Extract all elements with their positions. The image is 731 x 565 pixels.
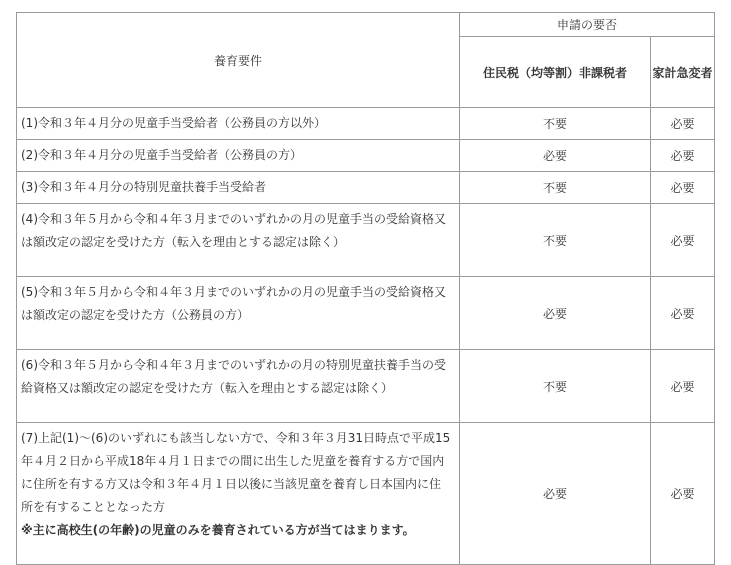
- table-row: [17, 277, 715, 350]
- income-change-cell: 必要: [651, 140, 715, 172]
- table-row: [17, 350, 715, 423]
- income-change-cell: 必要: [651, 204, 715, 277]
- tax-exempt-header: 住民税（均等割）非課税者: [460, 37, 651, 108]
- tax-exempt-cell: 不要: [460, 204, 651, 277]
- application-need-header: 申請の要否: [460, 13, 715, 37]
- tax-exempt-cell: 不要: [460, 108, 651, 140]
- income-change-header: 家計急変者: [651, 37, 715, 108]
- table-row: [17, 172, 715, 204]
- requirement-cell: (2)令和３年４月分の児童手当受給者（公務員の方）: [17, 140, 460, 172]
- income-change-cell: 必要: [651, 108, 715, 140]
- table-row: [17, 108, 715, 140]
- income-change-cell: 必要: [651, 277, 715, 350]
- tax-exempt-cell: 必要: [460, 140, 651, 172]
- table-row: [17, 140, 715, 172]
- requirement-cell: (5)令和３年５月から令和４年３月までのいずれかの月の児童手当の受給資格又は額改定の認定を受けた方（公務員の方）: [17, 277, 460, 350]
- tax-exempt-cell: 不要: [460, 172, 651, 204]
- requirement-text: (7)上記(1)～(6)のいずれにも該当しない方で、令和３年３月31日時点で平成15年４月２日から平成18年４月１日までの間に出生した児童を養育する方で国内に住所を有する方又は令和３年４月１日以後に当該児童を養育し日本国内に住所を有することとなった方: [21, 431, 451, 514]
- requirement-cell: (1)令和３年４月分の児童手当受給者（公務員の方以外）: [17, 108, 460, 140]
- requirement-cell: (3)令和３年４月分の特別児童扶養手当受給者: [17, 172, 460, 204]
- table-row: [17, 423, 715, 565]
- tax-exempt-cell: 必要: [460, 277, 651, 350]
- requirement-note: ※主に高校生(の年齢)の児童のみを養育されている方が当てはまります。: [21, 523, 415, 537]
- income-change-cell: 必要: [651, 350, 715, 423]
- requirement-cell: (6)令和３年５月から令和４年３月までのいずれかの月の特別児童扶養手当の受給資格又は額改定の認定を受けた方（転入を理由とする認定は除く）: [17, 350, 460, 423]
- table-row: [17, 204, 715, 277]
- requirement-header: 養育要件: [17, 13, 460, 108]
- requirement-cell: [17, 423, 460, 565]
- tax-exempt-cell: 不要: [460, 350, 651, 423]
- tax-exempt-cell: 必要: [460, 423, 651, 565]
- income-change-cell: 必要: [651, 172, 715, 204]
- requirement-cell: (4)令和３年５月から令和４年３月までのいずれかの月の児童手当の受給資格又は額改定の認定を受けた方（転入を理由とする認定は除く）: [17, 204, 460, 277]
- eligibility-table: [16, 12, 715, 565]
- income-change-cell: 必要: [651, 423, 715, 565]
